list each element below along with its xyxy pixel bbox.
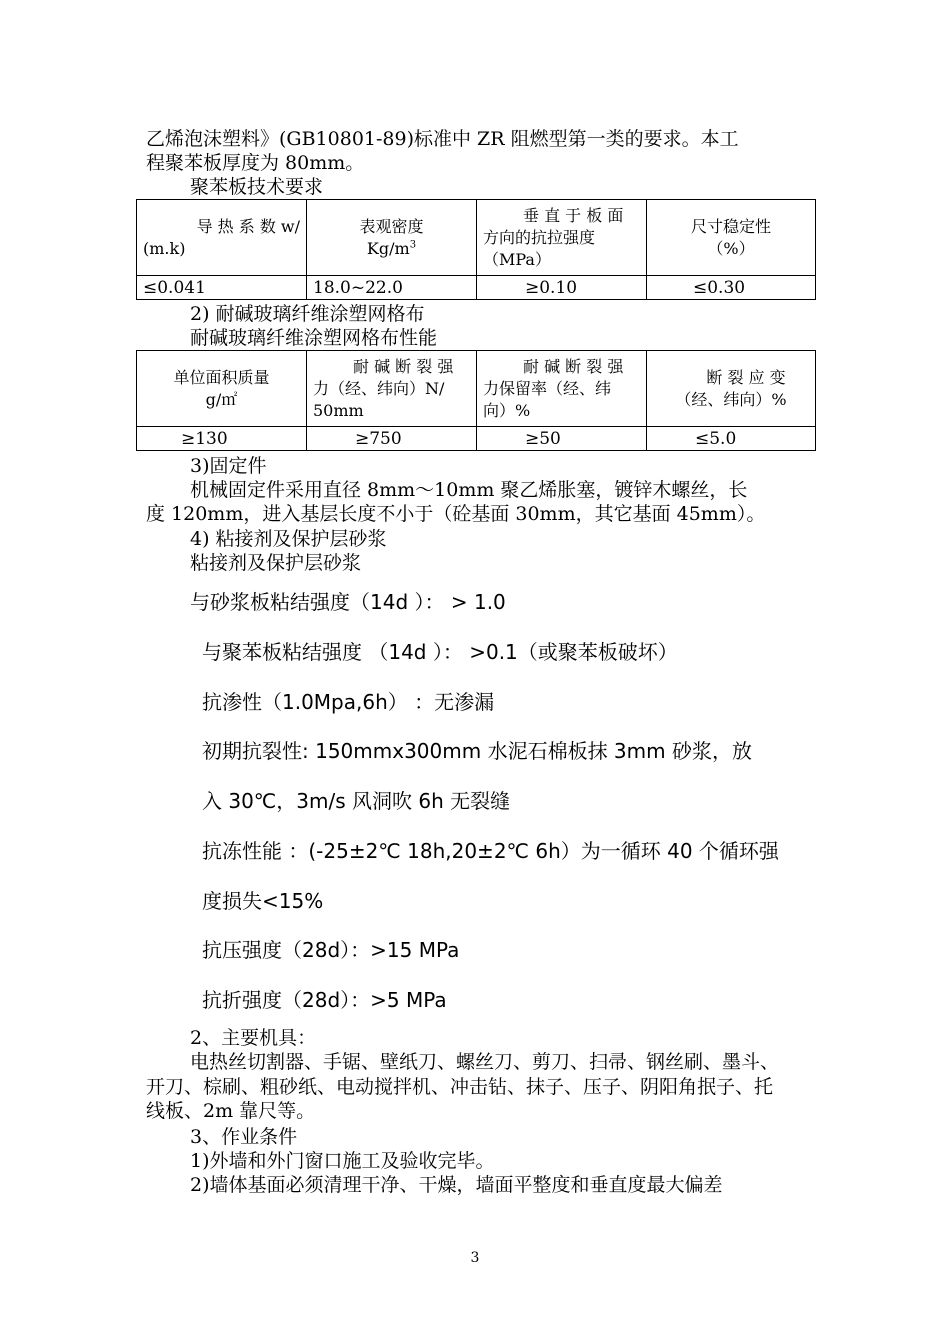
table2-header-row xyxy=(137,351,816,427)
section4-subtitle: 粘接剂及保护层砂浆 xyxy=(190,552,362,574)
table1-value-row xyxy=(137,276,816,300)
table1-header-cell: 尺寸稳定性 （%） xyxy=(647,200,816,276)
table1-header-cell: 垂 直 于 板 面 方向的抗拉强度 （MPa） xyxy=(477,200,647,276)
table2-header-cell: 耐 碱 断 裂 强 力保留率（经、纬 向）% xyxy=(477,351,647,427)
spec-compressive-strength: 抗压强度（28d）：>15 MPa xyxy=(202,938,460,962)
table2-value-row xyxy=(137,427,816,451)
table1-caption: 聚苯板技术要求 xyxy=(190,176,324,198)
tools-line-3: 线板、2m 靠尺等。 xyxy=(146,1100,316,1122)
conditions-title: 3、作业条件 xyxy=(190,1126,298,1148)
spec-frost-resistance-2: 度损失<15% xyxy=(202,889,324,913)
table1-header-cell: 导 热 系 数 w/ (m.k) xyxy=(137,200,307,276)
spec-crack-resistance-1: 初期抗裂性: 150mmx300mm 水泥石棉板抹 3mm 砂浆，放 xyxy=(202,739,752,763)
table2-value-cell: ≥50 xyxy=(477,427,647,451)
table1-value-cell: ≥0.10 xyxy=(477,276,647,300)
tools-line-2: 开刀、棕刷、粗砂纸、电动搅拌机、冲击钻、抹子、压子、阴阳角抿子、托 xyxy=(146,1076,774,1098)
page-number: 3 xyxy=(470,1250,480,1266)
spec-eps-bond: 与聚苯板粘结强度 （14d ）： >0.1（或聚苯板破坏） xyxy=(202,640,678,664)
table1-value-cell: 18.0~22.0 xyxy=(307,276,477,300)
table2-header-cell: 断 裂 应 变 （经、纬向）% xyxy=(647,351,816,427)
intro-line-2: 程聚苯板厚度为 80mm。 xyxy=(146,152,365,174)
section3-title: 3)固定件 xyxy=(190,455,267,477)
table1-header-row xyxy=(137,200,816,276)
spec-crack-resistance-2: 入 30℃，3m/s 风洞吹 6h 无裂缝 xyxy=(202,789,511,813)
table2-value-cell: ≥130 xyxy=(137,427,307,451)
conditions-item-1: 1)外墙和外门窗口施工及验收完毕。 xyxy=(190,1150,495,1172)
spec-flexural-strength: 抗折强度（28d）：>5 MPa xyxy=(202,988,447,1012)
spec-mortar-bond: 与砂浆板粘结强度（14d ）： > 1.0 xyxy=(190,590,506,614)
table2-header-cell: 单位面积质量 g/㎡ xyxy=(137,351,307,427)
table1-value-cell: ≤0.041 xyxy=(137,276,307,300)
intro-line-1: 乙烯泡沫塑料》(GB10801-89)标准中 ZR 阻燃型第一类的要求。本工 xyxy=(146,128,739,150)
section4-title: 4) 粘接剂及保护层砂浆 xyxy=(190,528,387,550)
table2-header-cell: 耐 碱 断 裂 强 力（经、纬向）N/ 50mm xyxy=(307,351,477,427)
tools-title: 2、主要机具： xyxy=(190,1027,317,1049)
table1-value-cell: ≤0.30 xyxy=(647,276,816,300)
mesh-spec-table xyxy=(136,350,816,451)
section3-line-2: 度 120mm，进入基层长度不小于（砼基面 30mm，其它基面 45mm）。 xyxy=(146,503,766,525)
conditions-item-2: 2)墙体基面必须清理干净、干燥，墙面平整度和垂直度最大偏差 xyxy=(190,1174,723,1196)
table2-value-cell: ≥750 xyxy=(307,427,477,451)
table1-header-cell: 表观密度 $Kg/m^3$ xyxy=(307,200,477,276)
section3-line-1: 机械固定件采用直径 8mm～10mm 聚乙烯胀塞，镀锌木螺丝，长 xyxy=(190,479,748,501)
polystyrene-spec-table xyxy=(136,199,816,300)
spec-impermeability: 抗渗性（1.0Mpa,6h） ：无渗漏 xyxy=(202,690,495,714)
tools-line-1: 电热丝切割器、手锯、壁纸刀、螺丝刀、剪刀、扫帚、钢丝刷、墨斗、 xyxy=(190,1051,780,1073)
spec-frost-resistance-1: 抗冻性能 ：(-25±2℃ 18h,20±2℃ 6h）为一循环 40 个循环强 xyxy=(202,839,779,863)
table2-value-cell: ≤5.0 xyxy=(647,427,816,451)
table2-caption: 耐碱玻璃纤维涂塑网格布性能 xyxy=(190,327,438,349)
section2-title: 2) 耐碱玻璃纤维涂塑网格布 xyxy=(190,303,425,325)
